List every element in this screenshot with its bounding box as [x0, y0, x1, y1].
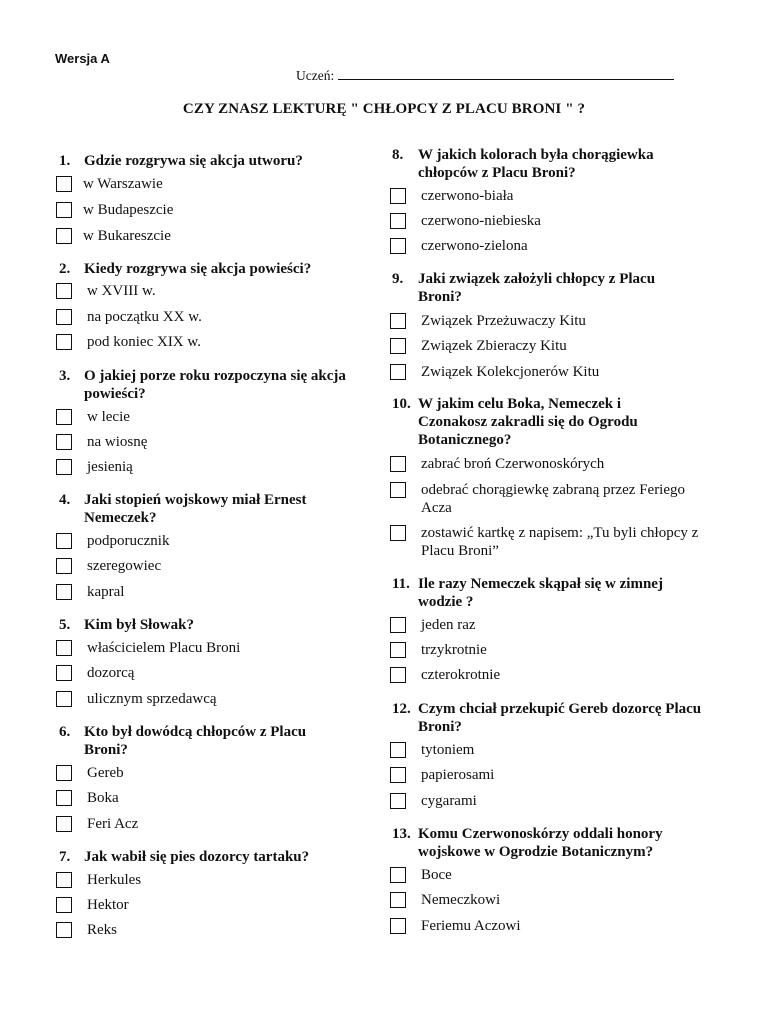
- answer-option[interactable]: [390, 337, 721, 355]
- answer-option[interactable]: [56, 871, 357, 889]
- answer-option-label: Związek Przeżuwaczy Kitu: [421, 313, 586, 329]
- question-text: Jaki związek założyli chłopcy z Placu Broni?: [418, 271, 656, 305]
- answer-option-label: Boka: [87, 790, 119, 806]
- answer-option-label: w Budapeszcie: [83, 202, 174, 218]
- answer-option-label: szeregowiec: [87, 558, 162, 574]
- checkbox-icon[interactable]: [390, 238, 406, 254]
- quiz-title: CZY ZNASZ LEKTURĘ " CHŁOPCY Z PLACU BRONI " ?: [182, 101, 586, 117]
- question-text: O jakiej porze roku rozpoczyna się akcja powieści?: [84, 368, 346, 402]
- answer-option[interactable]: [390, 766, 721, 784]
- checkbox-icon[interactable]: [390, 767, 406, 783]
- checkbox-icon[interactable]: [390, 918, 406, 934]
- answer-option[interactable]: [56, 282, 357, 300]
- question-heading: [392, 146, 708, 182]
- question-6: [59, 723, 349, 759]
- answer-option-label: tytoniem: [421, 742, 475, 758]
- answer-option[interactable]: [56, 433, 357, 451]
- answer-option-label: kapral: [87, 584, 125, 600]
- question-10: [392, 395, 683, 449]
- student-name-line[interactable]: [338, 67, 674, 80]
- checkbox-icon[interactable]: [56, 334, 72, 350]
- checkbox-icon[interactable]: [390, 793, 406, 809]
- checkbox-icon[interactable]: [390, 525, 406, 541]
- checkbox-icon[interactable]: [56, 790, 72, 806]
- answer-option-label: w Bukareszcie: [83, 228, 171, 244]
- checkbox-icon[interactable]: [56, 459, 72, 475]
- question-heading: [59, 367, 349, 403]
- question-8: [392, 146, 708, 182]
- answer-option-label: dozorcą: [87, 665, 135, 681]
- answer-option[interactable]: [56, 308, 357, 326]
- checkbox-icon[interactable]: [390, 617, 406, 633]
- answer-option[interactable]: [390, 187, 721, 205]
- answer-option-label: w Warszawie: [83, 176, 163, 192]
- answer-option-label: Hektor: [87, 897, 129, 913]
- question-text: Czym chciał przekupić Gereb dozorcę Placu Broni?: [418, 701, 702, 735]
- answer-option-label: Związek Kolekcjonerów Kitu: [421, 364, 600, 380]
- answer-option-label: podporucznik: [87, 533, 170, 549]
- answer-option[interactable]: [56, 639, 357, 657]
- answer-option[interactable]: [56, 896, 357, 914]
- checkbox-icon[interactable]: [390, 482, 406, 498]
- question-7: [59, 848, 374, 866]
- checkbox-icon[interactable]: [390, 313, 406, 329]
- answer-option[interactable]: [390, 741, 721, 759]
- question-text: Jak wabił się pies dozorcy tartaku?: [84, 849, 310, 865]
- question-heading: [392, 575, 708, 611]
- question-number: 3.: [59, 368, 71, 384]
- question-heading: [59, 723, 349, 759]
- checkbox-icon[interactable]: [56, 691, 72, 707]
- checkbox-icon[interactable]: [56, 228, 72, 244]
- answer-option-label: zostawić kartkę z napisem: „Tu byli chłopcy z Placu Broni”: [421, 525, 699, 559]
- answer-option[interactable]: [390, 312, 721, 330]
- answer-option[interactable]: [56, 532, 357, 550]
- answer-option[interactable]: [390, 212, 721, 230]
- question-text: Jaki stopień wojskowy miał Ernest Nemeczek?: [84, 492, 307, 526]
- answer-option[interactable]: [56, 815, 357, 833]
- question-number: 1.: [59, 153, 71, 169]
- answer-option[interactable]: [56, 664, 357, 682]
- question-text: W jakich kolorach była chorągiewka chłopców z Placu Broni?: [418, 147, 654, 181]
- answer-option[interactable]: [56, 764, 357, 782]
- answer-option[interactable]: [56, 789, 357, 807]
- answer-option-label: w lecie: [87, 409, 130, 425]
- checkbox-icon[interactable]: [56, 283, 72, 299]
- answer-option-label: czerwono-biała: [421, 188, 514, 204]
- checkbox-icon[interactable]: [56, 584, 72, 600]
- question-text: Ile razy Nemeczek skąpał się w zimnej wodzie ?: [418, 576, 663, 610]
- checkbox-icon[interactable]: [390, 867, 406, 883]
- question-4: [59, 491, 349, 527]
- checkbox-icon[interactable]: [390, 456, 406, 472]
- checkbox-icon[interactable]: [390, 892, 406, 908]
- answer-option-label: jesienią: [87, 459, 133, 475]
- answer-option[interactable]: [390, 891, 721, 909]
- answer-option[interactable]: [56, 921, 357, 939]
- answer-option-label: czerwono-zielona: [421, 238, 528, 254]
- answer-option[interactable]: [390, 481, 711, 517]
- answer-option-label: Herkules: [87, 872, 142, 888]
- answer-option-label: w XVIII w.: [87, 283, 156, 299]
- question-text: Gdzie rozgrywa się akcja utworu?: [84, 153, 303, 169]
- answer-option-label: Feriemu Aczowi: [421, 918, 521, 934]
- question-number: 7.: [59, 849, 71, 865]
- answer-option[interactable]: [390, 455, 711, 473]
- question-number: 10.: [392, 396, 411, 412]
- question-heading: [392, 825, 718, 861]
- checkbox-icon[interactable]: [390, 188, 406, 204]
- checkbox-icon[interactable]: [390, 667, 406, 683]
- question-number: 5.: [59, 617, 71, 633]
- checkbox-icon[interactable]: [56, 872, 72, 888]
- checkbox-icon[interactable]: [390, 642, 406, 658]
- checkbox-icon[interactable]: [56, 434, 72, 450]
- question-heading: [59, 491, 349, 527]
- question-heading: [392, 700, 703, 736]
- question-text: Kto był dowódcą chłopców z Placu Broni?: [84, 724, 307, 758]
- answer-option[interactable]: [56, 201, 353, 219]
- answer-option[interactable]: [390, 363, 721, 381]
- answer-option-label: Feri Acz: [87, 816, 139, 832]
- answer-option-label: Boce: [421, 867, 452, 883]
- answer-option[interactable]: [56, 227, 353, 245]
- checkbox-icon[interactable]: [56, 176, 72, 192]
- checkbox-icon[interactable]: [56, 897, 72, 913]
- checkbox-icon[interactable]: [56, 922, 72, 938]
- question-heading: [392, 270, 693, 306]
- question-heading: [59, 616, 364, 634]
- question-heading: [59, 848, 374, 866]
- checkbox-icon[interactable]: [56, 533, 72, 549]
- question-12: [392, 700, 703, 736]
- question-text: Komu Czerwonoskórzy oddali honory wojskowe w Ogrodzie Botanicznym?: [418, 826, 663, 860]
- answer-option-label: pod koniec XIX w.: [87, 334, 202, 350]
- answer-option[interactable]: [390, 866, 721, 884]
- answer-option-label: papierosami: [421, 767, 495, 783]
- checkbox-icon[interactable]: [56, 409, 72, 425]
- answer-option[interactable]: [390, 641, 721, 659]
- answer-option-label: Gereb: [87, 765, 124, 781]
- answer-option-label: na początku XX w.: [87, 309, 202, 325]
- answer-option[interactable]: [390, 666, 721, 684]
- student-name-field[interactable]: [296, 67, 674, 84]
- question-number: 11.: [392, 576, 410, 592]
- question-1: [59, 152, 364, 170]
- student-label: Uczeń:: [296, 68, 335, 83]
- answer-option-label: ulicznym sprzedawcą: [87, 691, 217, 707]
- question-number: 4.: [59, 492, 71, 508]
- question-2: [59, 260, 364, 278]
- answer-option[interactable]: [390, 917, 721, 935]
- question-number: 2.: [59, 261, 71, 277]
- answer-option-label: odebrać chorągiewkę zabraną przez Feriego Acza: [421, 482, 686, 516]
- question-heading: [59, 152, 364, 170]
- answer-option[interactable]: [56, 333, 357, 351]
- answer-option[interactable]: [56, 690, 357, 708]
- answer-option[interactable]: [390, 524, 711, 560]
- answer-option-label: trzykrotnie: [421, 642, 487, 658]
- question-text: W jakim celu Boka, Nemeczek i Czonakosz zakradli się do Ogrodu Botanicznego?: [418, 396, 638, 448]
- question-11: [392, 575, 708, 611]
- answer-option-label: na wiosnę: [87, 434, 148, 450]
- answer-option[interactable]: [56, 408, 357, 426]
- answer-option-label: czterokrotnie: [421, 667, 501, 683]
- answer-option[interactable]: [56, 458, 357, 476]
- question-number: 9.: [392, 271, 404, 287]
- checkbox-icon[interactable]: [390, 338, 406, 354]
- checkbox-icon[interactable]: [56, 765, 72, 781]
- answer-option-label: Związek Zbieraczy Kitu: [421, 338, 567, 354]
- answer-option-label: właścicielem Placu Broni: [87, 640, 241, 656]
- answer-option-label: zabrać broń Czerwonoskórych: [421, 456, 605, 472]
- question-heading: [59, 260, 364, 278]
- answer-option[interactable]: [56, 583, 357, 601]
- answer-option-label: jeden raz: [421, 617, 476, 633]
- answer-option-label: Nemeczkowi: [421, 892, 501, 908]
- checkbox-icon[interactable]: [390, 213, 406, 229]
- answer-option[interactable]: [390, 237, 721, 255]
- answer-option[interactable]: [390, 792, 721, 810]
- question-number: 6.: [59, 724, 71, 740]
- question-13: [392, 825, 718, 861]
- question-text: Kiedy rozgrywa się akcja powieści?: [84, 261, 312, 277]
- answer-option[interactable]: [56, 175, 353, 193]
- checkbox-icon[interactable]: [56, 816, 72, 832]
- checkbox-icon[interactable]: [56, 558, 72, 574]
- answer-option-label: czerwono-niebieska: [421, 213, 541, 229]
- question-number: 12.: [392, 701, 411, 717]
- question-number: 8.: [392, 147, 404, 163]
- answer-option[interactable]: [390, 616, 721, 634]
- checkbox-icon[interactable]: [390, 742, 406, 758]
- answer-option-label: Reks: [87, 922, 117, 938]
- checkbox-icon[interactable]: [56, 309, 72, 325]
- question-5: [59, 616, 364, 634]
- question-heading: [392, 395, 683, 449]
- checkbox-icon[interactable]: [390, 364, 406, 380]
- question-text: Kim był Słowak?: [84, 617, 195, 633]
- version-label: Wersja A: [55, 51, 110, 66]
- question-3: [59, 367, 349, 403]
- question-9: [392, 270, 693, 306]
- answer-option[interactable]: [56, 557, 357, 575]
- checkbox-icon[interactable]: [56, 640, 72, 656]
- answer-option-label: cygarami: [421, 793, 477, 809]
- checkbox-icon[interactable]: [56, 202, 72, 218]
- checkbox-icon[interactable]: [56, 665, 72, 681]
- question-number: 13.: [392, 826, 411, 842]
